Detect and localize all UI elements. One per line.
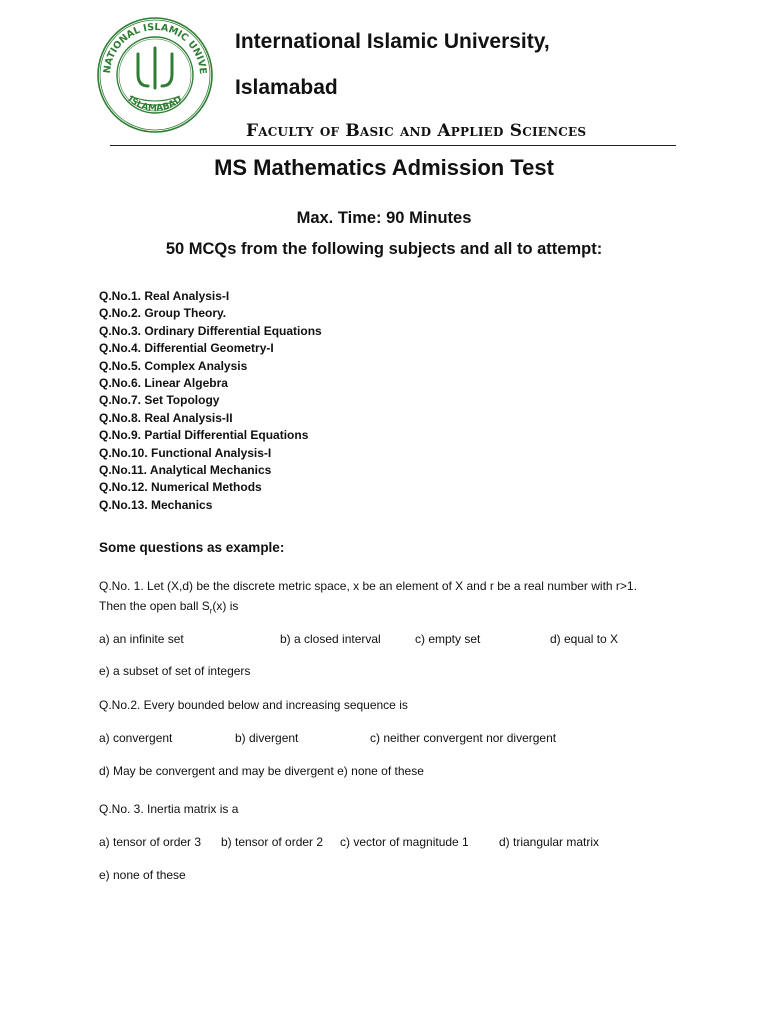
subject-item: Q.No.3. Ordinary Differential Equations xyxy=(99,323,322,338)
question-3-option-b: b) tensor of order 2 xyxy=(221,835,324,849)
subject-item: Q.No.8. Real Analysis-II xyxy=(99,410,233,425)
max-time: Max. Time: 90 Minutes xyxy=(296,209,472,227)
subject-item: Q.No.4. Differential Geometry-I xyxy=(99,341,274,356)
question-2-option-b: b) divergent xyxy=(235,731,299,745)
mcq-instruction: 50 MCQs from the following subjects and all to attempt: xyxy=(165,240,603,258)
subject-item: Q.No.5. Complex Analysis xyxy=(99,358,248,373)
question-1-option-a: a) an infinite set xyxy=(99,632,184,646)
subject-item: Q.No.11. Analytical Mechanics xyxy=(99,463,272,478)
question-3-option-a: a) tensor of order 3 xyxy=(99,835,202,849)
question-2-option-c: c) neither convergent nor divergent xyxy=(370,731,557,745)
question-2-option-d-e: d) May be convergent and may be divergent e) none of these xyxy=(99,764,424,778)
question-3-option-c: c) vector of magnitude 1 xyxy=(340,835,469,849)
subject-item: Q.No.13. Mechanics xyxy=(99,497,213,512)
subject-item: Q.No.10. Functional Analysis-I xyxy=(99,445,272,460)
examples-heading: Some questions as example: xyxy=(99,540,285,555)
logo-ring-text-bottom: ISLAMABAD xyxy=(125,94,185,115)
question-3-text: Q.No. 3. Inertia matrix is a xyxy=(99,802,239,816)
question-1-option-d: d) equal to X xyxy=(550,632,619,646)
faculty-name: Faculty of Basic and Applied Sciences xyxy=(246,121,587,141)
university-name-line2: Islamabad xyxy=(235,76,338,99)
question-1-text-line2 xyxy=(99,596,238,621)
university-name-line1: International Islamic University, xyxy=(235,30,550,53)
question-2-option-a: a) convergent xyxy=(99,731,173,745)
page-title: MS Mathematics Admission Test xyxy=(214,155,554,180)
logo-ring-text-top: NATIONAL ISLAMIC UNIVE xyxy=(101,21,209,75)
question-1-option-c: c) empty set xyxy=(415,632,481,646)
question-1-option-e: e) a subset of set of integers xyxy=(99,664,251,678)
subject-item: Q.No.9. Partial Differential Equations xyxy=(99,428,309,443)
question-1-ball-suffix: (x) is xyxy=(212,599,239,613)
question-1-option-b: b) a closed interval xyxy=(280,632,381,646)
subject-item: Q.No.2. Group Theory. xyxy=(99,306,227,321)
question-2-text: Q.No.2. Every bounded below and increasing sequence is xyxy=(99,698,408,712)
question-3-option-e: e) none of these xyxy=(99,868,186,882)
question-1-text: Q.No. 1. Let (X,d) be the discrete metric space, x be an element of X and r be a real number with r>1. xyxy=(99,579,637,593)
header-divider xyxy=(110,145,676,146)
subject-item: Q.No.1. Real Analysis-I xyxy=(99,289,230,303)
question-3-option-d: d) triangular matrix xyxy=(499,835,600,849)
subject-list xyxy=(99,288,322,514)
subject-item: Q.No.6. Linear Algebra xyxy=(99,376,228,391)
question-1-ball-text: Then the open ball S xyxy=(99,599,210,613)
subject-item: Q.No.12. Numerical Methods xyxy=(99,480,262,495)
question-1-subscript: r xyxy=(209,606,213,616)
subject-item: Q.No.7. Set Topology xyxy=(99,393,220,408)
university-logo xyxy=(96,16,214,134)
